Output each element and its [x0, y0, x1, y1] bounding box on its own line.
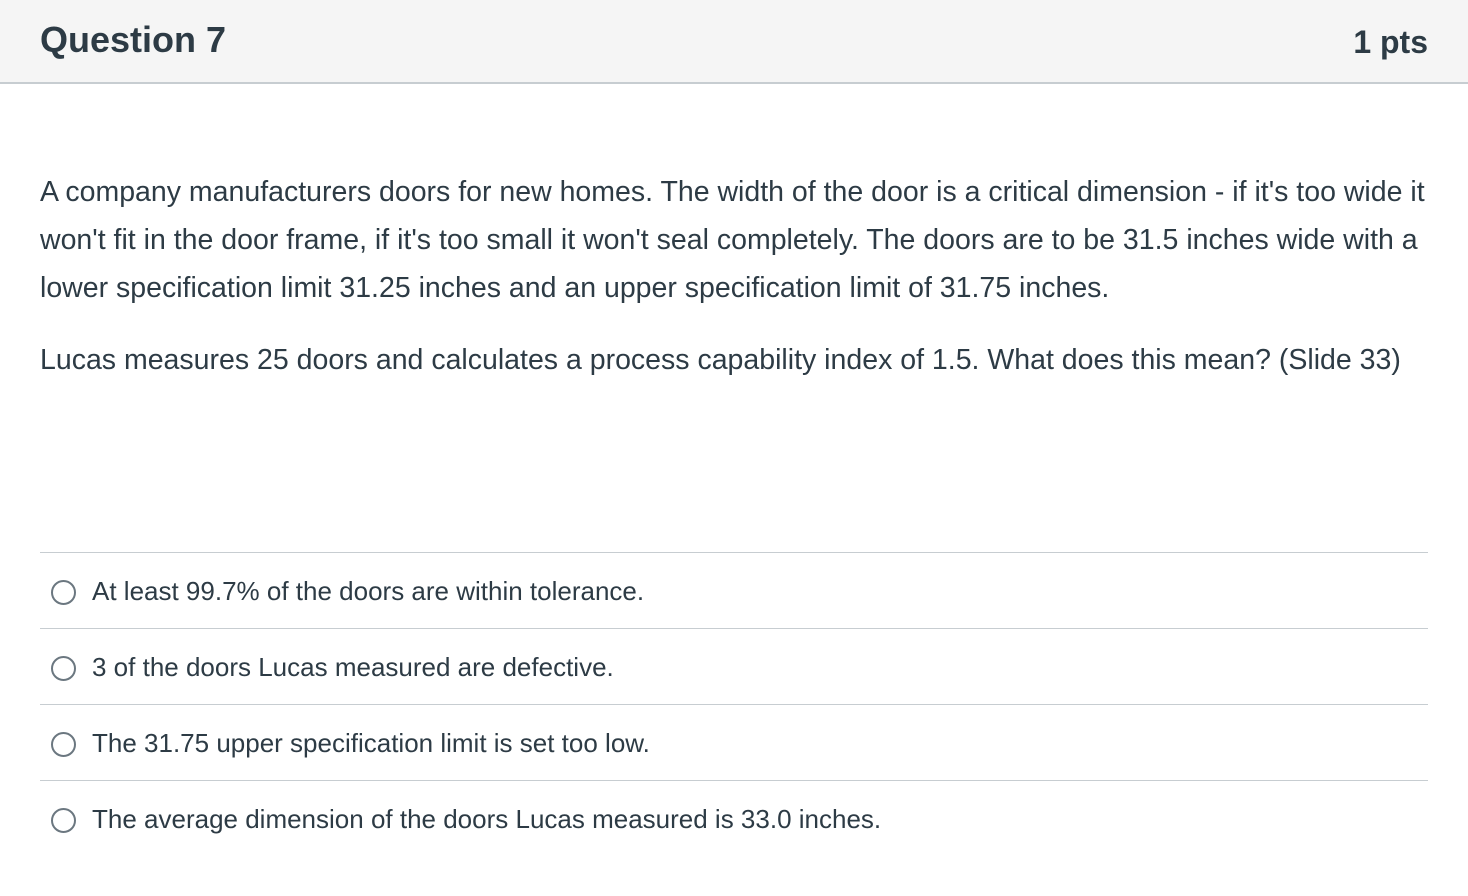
radio-button[interactable]: [51, 808, 76, 833]
answer-option[interactable]: [40, 781, 1428, 856]
radio-button[interactable]: [51, 656, 76, 681]
question-text: [40, 168, 1435, 384]
answer-option[interactable]: [40, 629, 1428, 705]
radio-button[interactable]: [51, 732, 76, 757]
answer-list: [40, 552, 1428, 856]
question-title: Question 7: [40, 19, 227, 60]
answer-label: 3 of the doors Lucas measured are defective.: [92, 651, 614, 682]
question-header: [0, 0, 1468, 84]
answer-label: At least 99.7% of the doors are within tolerance.: [92, 575, 645, 606]
answer-label: The average dimension of the doors Lucas measured is 33.0 inches.: [92, 803, 882, 834]
question-paragraph: Lucas measures 25 doors and calculates a process capability index of 1.5. What does this mean? (Slide 33): [40, 344, 1401, 376]
answer-label: The 31.75 upper specification limit is set too low.: [92, 727, 650, 758]
question-paragraph: A company manufacturers doors for new homes. The width of the door is a critical dimension - if it's too wide it won't fit in the door frame, if it's too small it won't seal completely. The doors are to be 31.5 inches wide with a lower specification limit 31.25 inches and an upper specification limit of 31.75 inches.: [40, 176, 1425, 304]
answer-option[interactable]: [40, 553, 1428, 629]
question-points: 1 pts: [1353, 24, 1428, 60]
answer-option[interactable]: [40, 705, 1428, 781]
radio-button[interactable]: [51, 580, 76, 605]
